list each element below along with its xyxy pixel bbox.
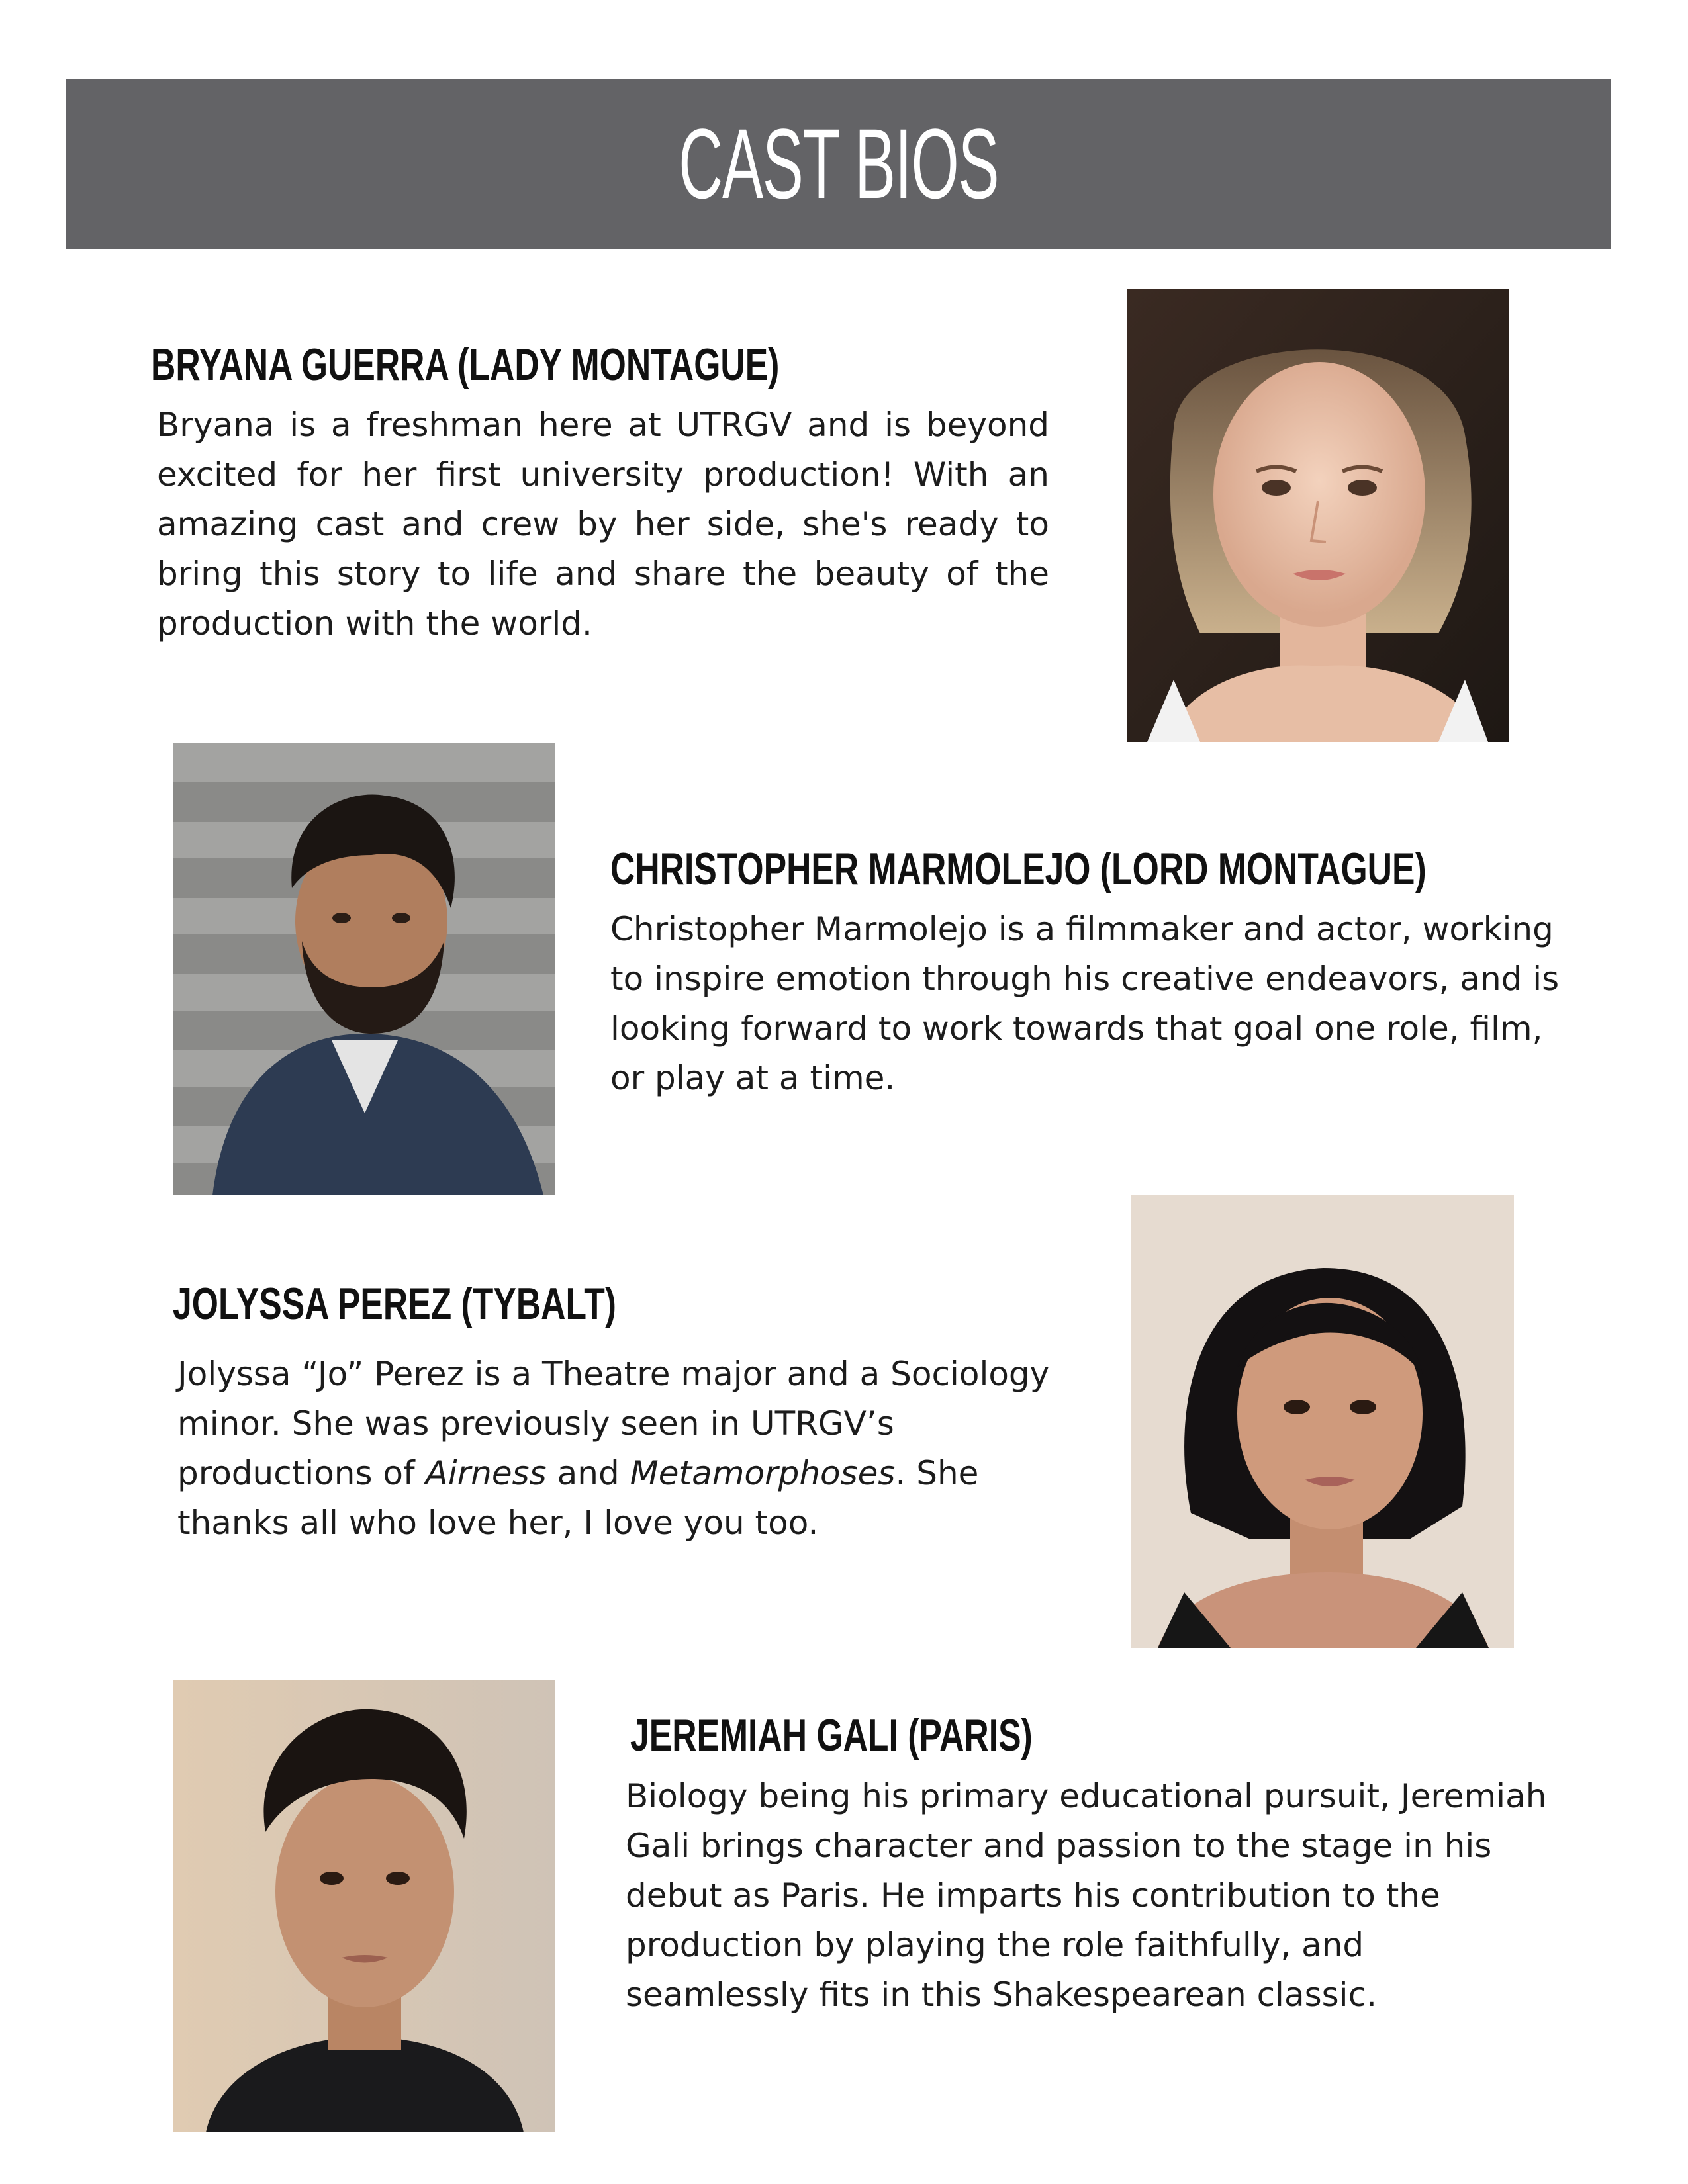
- cast-name-jolyssa-perez: JOLYSSA PEREZ (TYBALT): [173, 1279, 616, 1329]
- cast-name-jeremiah-gali: JEREMIAH GALI (PARIS): [630, 1710, 1033, 1760]
- cast-bio-christopher-marmolejo: Christopher Marmolejo is a filmmaker and actor, working to inspire emotion through his creative endeavors, and is looking forward to work towards that goal one role, film, or play at a time.: [610, 910, 1560, 1097]
- production-title-airness: Airness: [425, 1454, 547, 1492]
- production-title-metamorphoses: Metamorphoses: [630, 1454, 896, 1492]
- bio-text: . She thanks all who love her, I love you too.: [177, 1454, 979, 1542]
- cast-name-christopher-marmolejo: CHRISTOPHER MARMOLEJO (LORD MONTAGUE): [610, 844, 1427, 894]
- cast-bio-jolyssa-perez: [177, 1349, 1078, 1548]
- bio-text: and: [546, 1454, 630, 1492]
- cast-bio-bryana-guerra: Bryana is a freshman here at UTRGV and is beyond excited for her first university production! With an amazing cast and crew by her side, she's ready to bring this story to life and share the beauty of the production with the world.: [157, 406, 1049, 643]
- headshot-jolyssa-perez: [1131, 1195, 1514, 1648]
- cast-bio-jeremiah-gali: Biology being his primary educational pursuit, Jeremiah Gali brings character and passion to the stage in his debut as Paris. He imparts his contribution to the production by playing the role faithfully, and seamlessly fits in this Shakespearean classic.: [626, 1777, 1547, 2014]
- headshot-jeremiah-gali: [173, 1680, 555, 2132]
- cast-name-bryana-guerra: BRYANA GUERRA (LADY MONTAGUE): [151, 340, 780, 390]
- header-banner: [66, 79, 1611, 249]
- page-title: CAST BIOS: [679, 108, 999, 219]
- bio-text: Jolyssa “Jo” Perez is a Theatre major and a Sociology minor. She was previously seen in UTRGV’s productions of: [177, 1355, 1050, 1492]
- headshot-bryana-guerra: [1127, 289, 1509, 742]
- headshot-christopher-marmolejo: [173, 743, 555, 1195]
